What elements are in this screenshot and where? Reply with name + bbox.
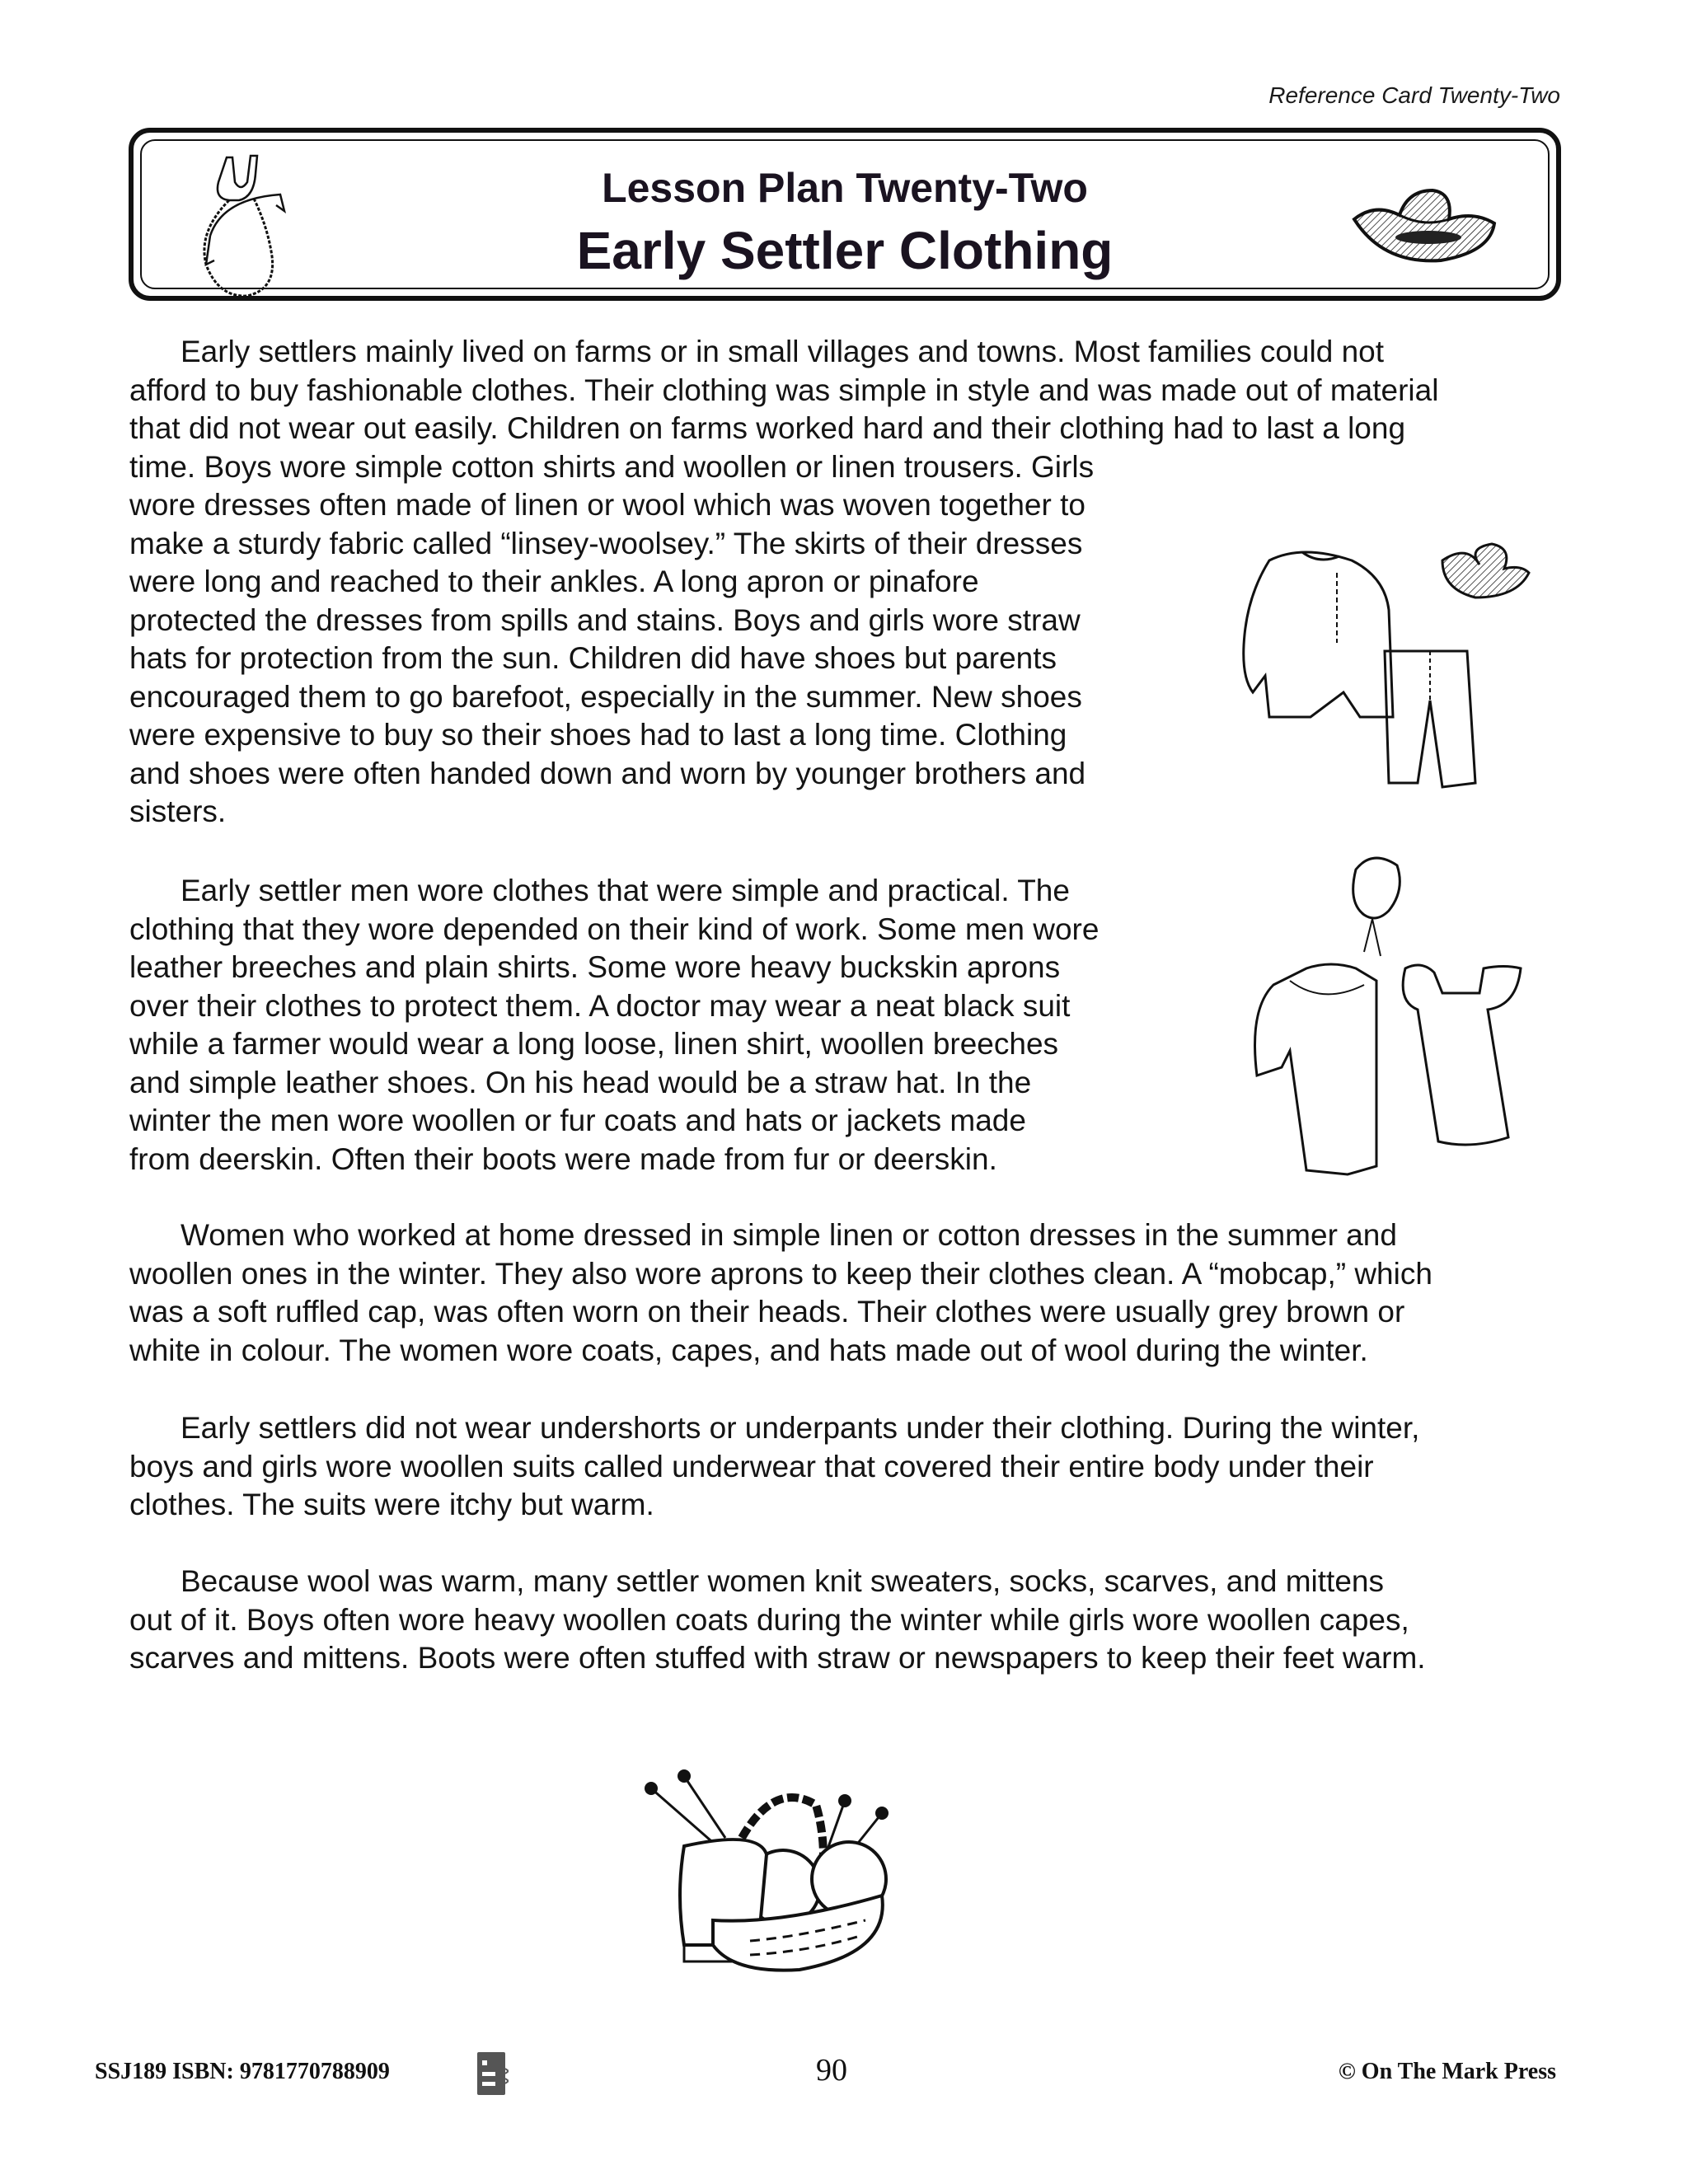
paragraph-line: encouraged them to go barefoot, especially in the summer. New shoes (129, 679, 1082, 714)
paragraph-line: while a farmer would wear a long loose, linen shirt, woollen breeches (129, 1027, 1059, 1061)
paragraph-line: time. Boys wore simple cotton shirts and woollen or linen trousers. Girls (129, 449, 1095, 484)
lesson-plan-subtitle: Lesson Plan Twenty-Two (602, 165, 1088, 211)
paragraph-line: Because wool was warm, many settler women knit sweaters, socks, scarves, and mittens (181, 1564, 1384, 1598)
paragraph-line: scarves and mittens. Boots were often stuffed with straw or newspapers to keep their feet warm. (129, 1641, 1426, 1675)
paragraph-3 (129, 1216, 1432, 1370)
paragraph-line: wore dresses often made of linen or wool which was woven together to (129, 488, 1085, 522)
book-icon (476, 2052, 509, 2098)
paragraph-5 (129, 1563, 1426, 1678)
paragraph-line: that did not wear out easily. Children on farms worked hard and their clothing had to last a long (129, 411, 1406, 445)
reference-card-label: Reference Card Twenty-Two (1268, 82, 1560, 108)
paragraph-line: over their clothes to protect them. A doctor may wear a neat black suit (129, 988, 1071, 1023)
boys-clothing-illustration (1220, 527, 1550, 799)
paragraph-4 (129, 1409, 1419, 1525)
paragraph-line: Early settlers did not wear undershorts or underpants under their clothing. During the winter, (181, 1411, 1420, 1445)
title-banner-inner-border (140, 139, 1550, 289)
paragraph-line: woollen ones in the winter. They also wore aprons to keep their clothes clean. A “mobcap,” which (129, 1256, 1432, 1291)
footer-code-isbn: SSJ189 ISBN: 9781770788909 (95, 2059, 390, 2084)
paragraph-line: leather breeches and plain shirts. Some wore heavy buckskin aprons (129, 950, 1061, 984)
paragraph-line: sisters. (129, 794, 227, 828)
paragraph-line: were long and reached to their ankles. A long apron or pinafore (129, 565, 979, 598)
paragraph-line: winter the men wore woollen or fur coats and hats or jackets made (129, 1104, 1026, 1137)
paragraph-2 (129, 872, 1099, 1179)
page-number: 90 (816, 2053, 847, 2088)
paragraph-line: white in colour. The women wore coats, capes, and hats made out of wool during the winter. (129, 1333, 1368, 1367)
girls-clothing-illustration (1232, 845, 1529, 1191)
paragraph-line: clothing that they wore depended on their kind of work. Some men wore (129, 912, 1100, 946)
knitting-basket-illustration (635, 1764, 898, 1978)
paragraph-line: protected the dresses from spills and stains. Boys and girls wore straw (129, 602, 1081, 637)
paragraph-line: was a soft ruffled cap, was often worn on their heads. Their clothes were usually grey brown or (129, 1295, 1405, 1329)
paragraph-line: Early settlers mainly lived on farms or in small villages and towns. Most families could not (181, 335, 1385, 368)
paragraph-line: Women who worked at home dressed in simple linen or cotton dresses in the summer and (181, 1218, 1397, 1252)
paragraph-line: make a sturdy fabric called “linsey-woolsey.” The skirts of their dresses (129, 526, 1083, 560)
paragraph-line: were expensive to buy so their shoes had to last a long time. Clothing (129, 718, 1067, 752)
hat-icon (1350, 186, 1498, 269)
paragraph-line: Early settler men wore clothes that were simple and practical. The (181, 874, 1070, 907)
paragraph-line: hats for protection from the sun. Children did have shoes but parents (129, 641, 1057, 675)
paragraph-line: and simple leather shoes. On his head would be a straw hat. In the (129, 1065, 1032, 1099)
footer-publisher: © On The Mark Press (1338, 2059, 1556, 2084)
title-banner (129, 128, 1561, 301)
paragraph-line: clothes. The suits were itchy but warm. (129, 1488, 654, 1521)
paragraph-line: afford to buy fashionable clothes. Their clothing was simple in style and was made out of material (129, 373, 1439, 407)
paragraph-line: out of it. Boys often wore heavy woollen coats during the winter while girls wore woollen capes, (129, 1602, 1409, 1637)
page-title: Early Settler Clothing (576, 221, 1114, 280)
paragraph-line: from deerskin. Often their boots were made from fur or deerskin. (129, 1141, 997, 1176)
paragraph-line: boys and girls wore woollen suits called underwear that covered their entire body under their (129, 1449, 1374, 1483)
paragraph-line: and shoes were often handed down and worn by younger brothers and (129, 756, 1086, 790)
